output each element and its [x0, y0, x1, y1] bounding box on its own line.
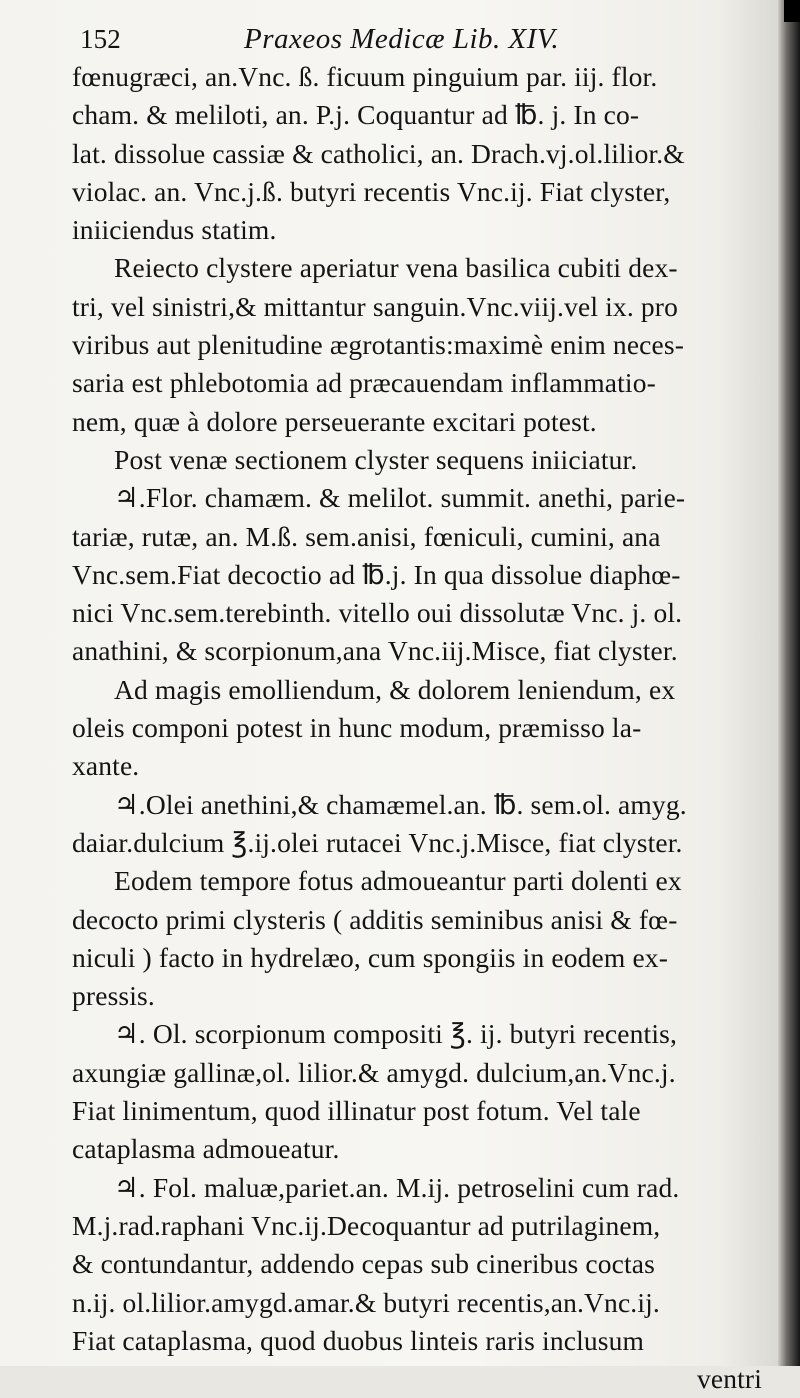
text-line: tariæ, rutæ, an. M.ß. sem.anisi, fœniculi, cumini, ana [72, 520, 661, 552]
page-header [72, 18, 764, 58]
text-line: Eodem tempore fotus admoueantur parti dolenti ex [114, 865, 682, 897]
text-line: cham. & meliloti, an. P.j. Coquantur ad ℔. j. In co- [72, 99, 640, 131]
text-line: Fiat linimentum, quod illinatur post fotum. Vel tale [72, 1095, 641, 1127]
text-line: tri, vel sinistri,& mittantur sanguin.Vnc.viij.vel ix. pro [72, 290, 678, 322]
text-line: Reiecto clystere aperiatur vena basilica cubiti dex- [114, 252, 678, 284]
running-title: Praxeos Medicæ Lib. XIV. [244, 23, 560, 55]
text-line: niculi ) facto in hydrelæo, cum spongiis in eodem ex- [72, 941, 669, 973]
text-line: ♃. Fol. maluæ,pariet.an. M.ij. petroselini cum rad. [114, 1171, 680, 1203]
text-line: fœnugræci, an.Vnc. ß. ficuum pinguium par. iij. flor. [72, 61, 658, 92]
text-line: daiar.dulcium ℥.ij.olei rutacei Vnc.j.Misce, fiat clyster. [72, 826, 683, 858]
text-line: cataplasma admoueatur. [72, 1133, 340, 1165]
page-text-block [72, 18, 764, 1398]
text-line: Ad magis emolliendum, & dolorem leniendum, ex [114, 673, 676, 705]
text-line: M.j.rad.raphani Vnc.ij.Decoquantur ad putrilaginem, [72, 1209, 661, 1241]
text-line: viribus aut plenitudine ægrotantis:maximè enim neces- [72, 329, 685, 361]
text-line: xante. [72, 750, 140, 782]
text-line: ♃. Ol. scorpionum compositi ℥. ij. butyri recentis, [114, 1018, 677, 1050]
page-corner [784, 0, 800, 22]
text-line: saria est phlebotomia ad præcauendam inflammatio- [72, 367, 656, 399]
text-line: lat. dissolue cassiæ & catholici, an. Drach.vj.ol.lilior.& [72, 137, 685, 169]
catchword: ventri [696, 1363, 762, 1395]
page-number: 152 [80, 24, 121, 54]
text-line: nici Vnc.sem.terebinth. vitello oui dissolutæ Vnc. j. ol. [72, 597, 683, 629]
text-line: iniiciendus statim. [72, 214, 277, 246]
text-line: Vnc.sem.Fiat decoctio ad ℔.j. In qua dissolue diaphœ- [72, 558, 681, 590]
text-line: n.ij. ol.lilior.amygd.amar.& butyri recentis,an.Vnc.ij. [72, 1286, 660, 1318]
text-line: oleis componi potest in hunc modum, præmisso la- [72, 712, 642, 744]
text-line: pressis. [72, 980, 155, 1012]
text-line: anathini, & scorpionum,ana Vnc.iij.Misce, fiat clyster. [72, 635, 678, 667]
text-line: Post venæ sectionem clyster sequens iniiciatur. [114, 443, 638, 475]
text-line: axungiæ gallinæ,ol. lilior.& amygd. dulcium,an.Vnc.j. [72, 1056, 676, 1088]
text-line: Fiat cataplasma, quod duobus linteis raris inclusum [72, 1324, 645, 1356]
text-line: & contundantur, addendo cepas sub cineribus coctas [72, 1248, 655, 1280]
body-text [72, 58, 764, 1360]
text-line: ♃.Olei anethini,& chamæmel.an. ℔. sem.ol. amyg. [114, 788, 687, 820]
text-line: violac. an. Vnc.j.ß. butyri recentis Vnc.ij. Fiat clyster, [72, 175, 671, 207]
text-line: decocto primi clysteris ( additis seminibus anisi & fœ- [72, 903, 678, 935]
book-gutter-shadow [778, 0, 800, 1366]
text-line: ♃.Flor. chamæm. & melilot. summit. anethi, parie- [114, 482, 686, 514]
text-line: nem, quæ à dolore perseuerante excitari potest. [72, 405, 597, 437]
